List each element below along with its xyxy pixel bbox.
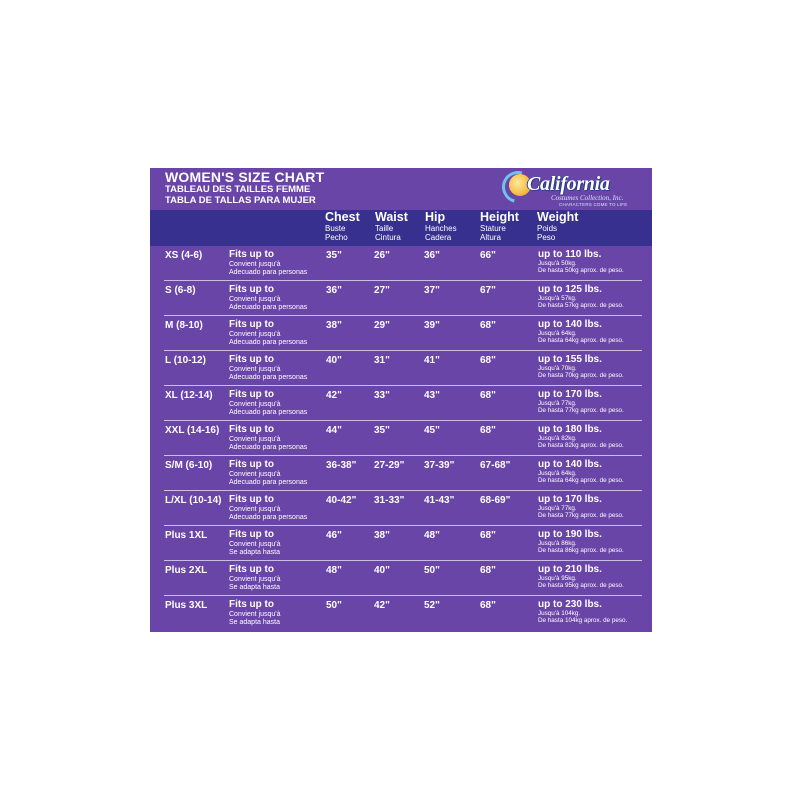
fits-fits-fr: Convient jusqu'à [229,331,281,338]
waist-value: 27-29" [374,460,405,471]
weight-fr-value: Jusqu'à 95kg. [538,575,577,582]
header-waist-es: Cintura [375,232,401,242]
fits-fits: Fits up to [229,319,274,330]
weight-cell [538,600,627,625]
fits-fits-es: Adecuado para personas [229,444,308,451]
height-value: 68" [480,425,496,436]
height-value: 67-68" [480,460,511,471]
weight-value: up to 110 lbs. [538,249,602,260]
fits-cell [229,250,307,276]
fits-fits-es: Se adapta hasta [229,549,280,556]
table-row [150,561,652,596]
fits-fits-es: Se adapta hasta [229,619,280,626]
size-label: S/M (6-10) [165,460,213,471]
weight-fr-value: Jusqu'à 82kg. [538,435,577,442]
size-label: L (10-12) [165,355,206,366]
table-row [150,281,652,316]
weight-es-value: De hasta 57kg aprox. de peso. [538,302,624,310]
hip-value: 36" [424,250,440,261]
fits-fits-fr: Convient jusqu'à [229,366,281,373]
table-row [150,351,652,386]
fits-fits: Fits up to [229,459,274,470]
weight-es-value: De hasta 82kg aprox. de peso. [538,442,624,450]
weight-cell [538,320,624,345]
weight-value: up to 140 lbs. [538,459,602,470]
size-chart [150,168,652,632]
chest-value: 46" [326,530,342,541]
fits-fits-es: Adecuado para personas [229,409,308,416]
weight-cell [538,565,624,590]
waist-value: 29" [374,320,390,331]
size-label: M (8-10) [165,320,203,331]
height-value: 68" [480,530,496,541]
fits-fits-fr: Convient jusqu'à [229,296,281,303]
weight-value: up to 170 lbs. [538,494,602,505]
header-chest-es: Pecho [325,232,348,242]
height-value: 68" [480,600,496,611]
fits-fits-fr: Convient jusqu'à [229,471,281,478]
hip-value: 52" [424,600,440,611]
header-height-fr: Stature [480,223,506,233]
header-hip-es: Cadera [425,232,452,242]
fits-fits-es: Se adapta hasta [229,584,280,591]
weight-es-value: De hasta 104kg aprox. de peso. [538,617,628,625]
weight-value: up to 180 lbs. [538,424,602,435]
fits-cell [229,425,307,451]
header-hip [425,211,457,242]
size-label: Plus 3XL [165,600,208,611]
waist-value: 42" [374,600,390,611]
chart-title-es: TABLA DE TALLAS PARA MUJER [165,194,316,206]
fits-cell [229,390,307,416]
fits-fits-fr: Convient jusqu'à [229,576,281,583]
weight-es-value: De hasta 95kg aprox. de peso. [538,582,624,590]
weight-cell [538,390,624,415]
waist-value: 27" [374,285,390,296]
fits-fits: Fits up to [229,249,274,260]
weight-fr-value: Jusqu'à 77kg. [538,400,577,407]
chest-value: 50" [326,600,342,611]
header-weight [537,211,578,242]
weight-fr-value: Jusqu'à 86kg. [538,540,577,547]
header-chest-main: Chest [325,210,360,224]
fits-fits: Fits up to [229,354,274,365]
header-height-main: Height [480,210,519,224]
fits-fits-fr: Convient jusqu'à [229,611,281,618]
fits-fits-es: Adecuado para personas [229,339,308,346]
chest-value: 38" [326,320,342,331]
weight-fr-value: Jusqu'à 70kg. [538,365,577,372]
weight-value: up to 170 lbs. [538,389,602,400]
weight-es-value: De hasta 64kg aprox. de peso. [538,477,624,485]
fits-cell [229,600,281,626]
fits-cell [229,495,307,521]
table-row [150,596,652,631]
logo-wordmark: California [527,173,610,195]
hip-value: 37-39" [424,460,455,471]
table-row [150,246,652,281]
height-value: 66" [480,250,496,261]
hip-value: 50" [424,565,440,576]
fits-cell [229,530,281,556]
title-block [165,170,324,205]
height-value: 68" [480,390,496,401]
fits-fits: Fits up to [229,494,274,505]
waist-value: 26" [374,250,390,261]
weight-cell [538,285,624,310]
waist-value: 33" [374,390,390,401]
fits-cell [229,320,307,346]
weight-value: up to 190 lbs. [538,529,602,540]
logo-slogan: CHARACTERS COME TO LIFE [559,202,628,207]
size-label: L/XL (10-14) [165,495,222,506]
weight-cell [538,425,624,450]
fits-fits-fr: Convient jusqu'à [229,401,281,408]
fits-fits: Fits up to [229,389,274,400]
weight-cell [538,495,624,520]
weight-fr-value: Jusqu'à 77kg. [538,505,577,512]
height-value: 68" [480,565,496,576]
fits-fits: Fits up to [229,599,274,610]
chest-value: 36" [326,285,342,296]
fits-cell [229,565,281,591]
header-height-es: Altura [480,232,501,242]
chest-value: 40" [326,355,342,366]
chart-title: WOMEN'S SIZE CHART [165,169,325,185]
waist-value: 40" [374,565,390,576]
chest-value: 44" [326,425,342,436]
chest-value: 42" [326,390,342,401]
height-value: 68-69" [480,495,511,506]
header-hip-fr: Hanches [425,223,457,233]
weight-fr-value: Jusqu'à 64kg. [538,470,577,477]
fits-fits-fr: Convient jusqu'à [229,506,281,513]
weight-cell [538,460,624,485]
weight-value: up to 230 lbs. [538,599,602,610]
fits-fits-fr: Convient jusqu'à [229,436,281,443]
table-row [150,316,652,351]
fits-fits-es: Adecuado para personas [229,514,308,521]
fits-fits-es: Adecuado para personas [229,374,308,381]
waist-value: 31" [374,355,390,366]
header-chest [325,211,360,242]
size-label: XXL (14-16) [165,425,220,436]
header-weight-fr: Poids [537,223,558,233]
header-chest-fr: Buste [325,223,346,233]
fits-fits-es: Adecuado para personas [229,304,308,311]
fits-fits-es: Adecuado para personas [229,479,308,486]
waist-value: 35" [374,425,390,436]
size-label: Plus 2XL [165,565,208,576]
hip-value: 41" [424,355,440,366]
hip-value: 48" [424,530,440,541]
california-logo [497,168,642,212]
weight-value: up to 155 lbs. [538,354,602,365]
hip-value: 45" [424,425,440,436]
weight-fr-value: Jusqu'à 104kg. [538,610,581,617]
weight-es-value: De hasta 70kg aprox. de peso. [538,372,624,380]
size-label: S (6-8) [165,285,196,296]
table-row [150,456,652,491]
height-value: 68" [480,320,496,331]
fits-cell [229,285,307,311]
weight-es-value: De hasta 86kg aprox. de peso. [538,547,624,555]
fits-fits: Fits up to [229,529,274,540]
weight-es-value: De hasta 77kg aprox. de peso. [538,407,624,415]
height-value: 67" [480,285,496,296]
weight-es-value: De hasta 50kg aprox. de peso. [538,267,624,275]
table-row [150,386,652,421]
weight-fr-value: Jusqu'à 57kg. [538,295,577,302]
fits-cell [229,355,307,381]
hip-value: 41-43" [424,495,455,506]
fits-fits: Fits up to [229,284,274,295]
weight-cell [538,530,624,555]
hip-value: 37" [424,285,440,296]
weight-fr-value: Jusqu'à 50kg. [538,260,577,267]
header-waist [375,211,408,242]
header-waist-fr: Taille [375,223,394,233]
logo-tagline: Costumes Collection, Inc. [551,194,624,202]
header-height [480,211,519,242]
chest-value: 36-38" [326,460,357,471]
table-row [150,421,652,456]
weight-value: up to 125 lbs. [538,284,602,295]
waist-value: 31-33" [374,495,405,506]
weight-value: up to 140 lbs. [538,319,602,330]
size-label: XL (12-14) [165,390,213,401]
fits-cell [229,460,307,486]
header-waist-main: Waist [375,210,408,224]
table-row [150,526,652,561]
weight-cell [538,250,624,275]
fits-fits-fr: Convient jusqu'à [229,261,281,268]
hip-value: 39" [424,320,440,331]
size-label: Plus 1XL [165,530,208,541]
header-weight-es: Peso [537,232,556,242]
chest-value: 48" [326,565,342,576]
weight-value: up to 210 lbs. [538,564,602,575]
header-hip-main: Hip [425,210,446,224]
height-value: 68" [480,355,496,366]
hip-value: 43" [424,390,440,401]
header-weight-main: Weight [537,210,579,224]
weight-es-value: De hasta 64kg aprox. de peso. [538,337,624,345]
chest-value: 35" [326,250,342,261]
size-label: XS (4-6) [165,250,203,261]
table-row [150,491,652,526]
chart-title-fr: TABLEAU DES TAILLES FEMME [165,184,311,195]
fits-fits-fr: Convient jusqu'à [229,541,281,548]
fits-fits: Fits up to [229,564,274,575]
chest-value: 40-42" [326,495,357,506]
waist-value: 38" [374,530,390,541]
weight-fr-value: Jusqu'à 64kg. [538,330,577,337]
fits-fits-es: Adecuado para personas [229,269,308,276]
weight-es-value: De hasta 77kg aprox. de peso. [538,512,624,520]
weight-cell [538,355,624,380]
fits-fits: Fits up to [229,424,274,435]
